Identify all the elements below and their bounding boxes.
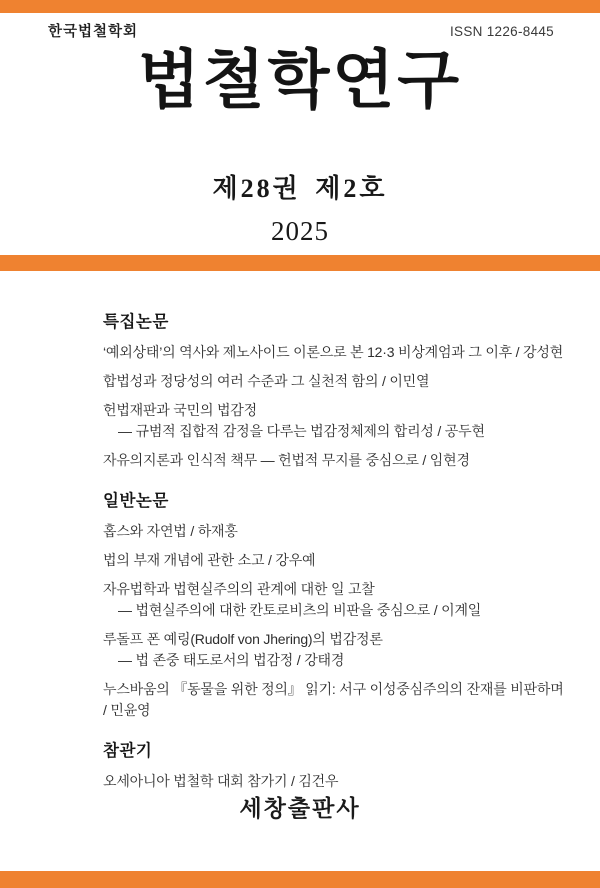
toc-item-subtitle: — 법 존중 태도로서의 법감정 / 강태경 <box>118 652 345 668</box>
toc-item <box>103 521 566 542</box>
toc-item-title: 헌법재판과 국민의 법감정 <box>103 402 257 418</box>
toc-item <box>103 771 566 792</box>
toc-item <box>103 342 566 363</box>
middle-accent-band <box>0 255 600 271</box>
top-accent-band <box>0 0 600 13</box>
toc-item-subtitle: — 규범적 집합적 감정을 다루는 법감정체제의 합리성 / 공두현 <box>118 423 485 439</box>
bottom-accent-band <box>0 871 600 888</box>
toc-item <box>103 400 566 442</box>
toc-item-title: 홉스와 자연법 / 하재홍 <box>103 523 238 539</box>
toc-item-title: 오세아니아 법철학 대회 참가기 / 김건우 <box>103 773 339 789</box>
issn-number: ISSN 1226-8445 <box>449 24 554 39</box>
table-of-contents <box>103 312 566 812</box>
section-heading: 참관기 <box>103 742 153 760</box>
toc-item-title: 법의 부재 개념에 관한 소고 / 강우예 <box>103 552 316 568</box>
toc-item-title: 누스바움의 『동물을 위한 정의』 읽기: 서구 이성중심주의의 잔재를 비판하며 / 민윤영 <box>103 681 564 718</box>
toc-item-subtitle: — 법현실주의에 대한 칸토로비츠의 비판을 중심으로 / 이계일 <box>118 602 482 618</box>
section-heading: 특집논문 <box>103 313 169 331</box>
toc-section-special-articles <box>103 312 566 471</box>
toc-item <box>103 371 566 392</box>
toc-section-general-articles <box>103 491 566 721</box>
toc-item-title: 자유법학과 법현실주의의 관계에 대한 일 고찰 <box>103 581 375 597</box>
toc-item <box>103 450 566 471</box>
volume-issue: 제28권 제2호 <box>212 174 388 203</box>
toc-section-report <box>103 741 566 792</box>
toc-item <box>103 550 566 571</box>
toc-item-title: 루돌프 폰 예링(Rudolf von Jhering)의 법감정론 <box>103 631 383 647</box>
section-heading: 일반논문 <box>103 492 169 510</box>
publisher-logo: 세창출판사 <box>239 795 361 821</box>
header <box>48 20 554 41</box>
toc-item <box>103 629 566 671</box>
toc-item <box>103 679 566 721</box>
society-name: 한국법철학회 <box>48 24 139 40</box>
toc-item-title: 합법성과 정당성의 여러 수준과 그 실천적 함의 / 이민열 <box>103 373 430 389</box>
journal-title: 법철학연구 <box>137 44 463 116</box>
publication-year: 2025 <box>271 216 329 246</box>
toc-item-title: ‘예외상태’의 역사와 제노사이드 이론으로 본 12·3 비상계엄과 그 이후 / 강성현 <box>103 344 564 360</box>
toc-item <box>103 579 566 621</box>
toc-item-title: 자유의지론과 인식적 책무 — 헌법적 무지를 중심으로 / 임현경 <box>103 452 470 468</box>
